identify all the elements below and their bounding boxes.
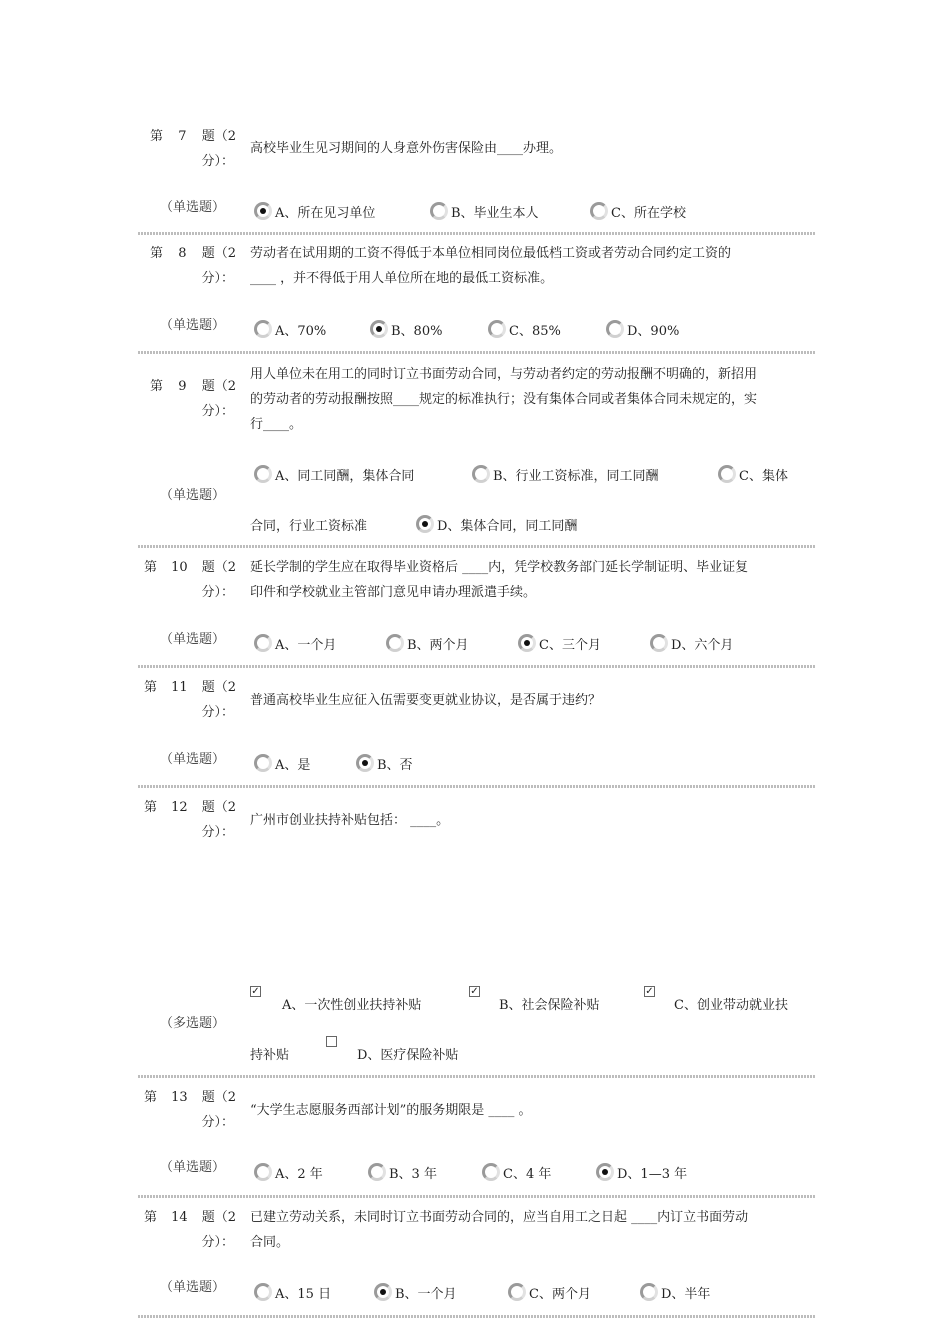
option-c[interactable] bbox=[482, 1159, 551, 1185]
option-c[interactable] bbox=[518, 630, 601, 656]
option-label: A、2 年 bbox=[275, 1166, 323, 1182]
question-type: （单选题） bbox=[160, 488, 226, 503]
option-label: A、是 bbox=[275, 757, 311, 773]
q-suffix: 题（2 bbox=[201, 246, 236, 261]
radio-button[interactable] bbox=[254, 634, 272, 652]
question-text-line: 劳动者在试用期的工资不得低于本单位相同岗位最低档工资或者劳动合同约定工资的 bbox=[250, 246, 732, 261]
radio-button[interactable] bbox=[374, 1283, 392, 1301]
option-c-continued bbox=[250, 511, 367, 537]
radio-button[interactable] bbox=[254, 1283, 272, 1301]
q-number: 12 bbox=[171, 800, 188, 815]
q-prefix: 第 bbox=[150, 246, 164, 261]
option-d[interactable] bbox=[650, 630, 733, 656]
question-text bbox=[250, 688, 816, 713]
q-prefix: 第 bbox=[150, 379, 164, 394]
option-label: D、集体合同，同工同酬 bbox=[437, 518, 578, 534]
q-suffix: 题（2 bbox=[201, 1090, 236, 1105]
question-text bbox=[250, 1098, 816, 1123]
radio-button[interactable] bbox=[518, 634, 536, 652]
q-score: 分）： bbox=[201, 705, 234, 720]
q-score: 分）： bbox=[201, 1115, 234, 1130]
question-header bbox=[138, 241, 240, 291]
option-b[interactable] bbox=[472, 461, 659, 487]
option-label: A、一次性创业扶持补贴 bbox=[282, 997, 422, 1013]
option-a[interactable] bbox=[254, 630, 336, 656]
option-b[interactable] bbox=[430, 198, 539, 224]
separator bbox=[138, 351, 816, 354]
question-header bbox=[138, 675, 240, 725]
option-d[interactable] bbox=[640, 1279, 710, 1305]
q-prefix: 第 bbox=[150, 129, 164, 144]
option-label: 持补贴 bbox=[250, 1047, 290, 1063]
option-label: B、80% bbox=[391, 323, 443, 339]
radio-button[interactable] bbox=[370, 320, 388, 338]
checkbox-c[interactable]: ✓ bbox=[645, 986, 654, 997]
separator bbox=[138, 785, 816, 788]
question-header bbox=[138, 374, 240, 424]
option-b[interactable] bbox=[386, 630, 469, 656]
question-text bbox=[250, 362, 816, 437]
option-label: C、集体 bbox=[739, 468, 788, 484]
q-suffix: 题（2 bbox=[201, 800, 236, 815]
separator bbox=[138, 545, 816, 548]
option-label: C、所在学校 bbox=[611, 205, 686, 221]
question-text-line: 用人单位未在用工的同时订立书面劳动合同，与劳动者约定的劳动报酬不明确的，新招用 bbox=[250, 367, 758, 382]
option-b[interactable] bbox=[356, 750, 413, 776]
radio-button[interactable] bbox=[488, 320, 506, 338]
option-label: C、三个月 bbox=[539, 637, 601, 653]
q-number: 11 bbox=[171, 680, 188, 695]
option-label: B、毕业生本人 bbox=[451, 205, 539, 221]
q-suffix: 题（2 bbox=[201, 379, 236, 394]
question-text-line: 行____。 bbox=[250, 417, 303, 432]
checkbox-d[interactable] bbox=[326, 1036, 337, 1047]
separator bbox=[138, 1075, 816, 1078]
option-a[interactable] bbox=[254, 1279, 331, 1305]
option-label: B、一个月 bbox=[395, 1286, 457, 1302]
option-label: C、4 年 bbox=[503, 1166, 552, 1182]
radio-button[interactable] bbox=[650, 634, 668, 652]
option-label: B、两个月 bbox=[407, 637, 469, 653]
separator bbox=[138, 665, 816, 668]
option-b[interactable] bbox=[368, 1159, 437, 1185]
question-type: （单选题） bbox=[160, 200, 226, 215]
question-header bbox=[138, 1205, 240, 1255]
q-number: 10 bbox=[171, 560, 188, 575]
radio-button[interactable] bbox=[640, 1283, 658, 1301]
question-header bbox=[138, 1085, 240, 1135]
option-a[interactable] bbox=[254, 461, 414, 487]
q-score: 分）： bbox=[201, 404, 234, 419]
question-type: （单选题） bbox=[160, 1280, 226, 1295]
radio-button[interactable] bbox=[606, 320, 624, 338]
question-header bbox=[138, 555, 240, 605]
option-label: A、70% bbox=[275, 323, 327, 339]
option-label: B、社会保险补贴 bbox=[499, 997, 600, 1013]
radio-button[interactable] bbox=[508, 1283, 526, 1301]
q-score: 分）： bbox=[201, 825, 234, 840]
option-d[interactable] bbox=[357, 1040, 458, 1066]
question-text-line: 广州市创业扶持补贴包括： ____。 bbox=[250, 813, 450, 828]
question-text-line: 高校毕业生见习期间的人身意外伤害保险由____办理。 bbox=[250, 141, 563, 156]
q-prefix: 第 bbox=[144, 800, 158, 815]
option-c[interactable] bbox=[590, 198, 686, 224]
option-label: D、90% bbox=[627, 323, 680, 339]
option-d[interactable] bbox=[416, 511, 577, 537]
q-prefix: 第 bbox=[144, 1210, 158, 1225]
radio-button[interactable] bbox=[356, 754, 374, 772]
option-a[interactable] bbox=[282, 990, 421, 1016]
option-label: A、同工同酬，集体合同 bbox=[275, 468, 415, 484]
q-prefix: 第 bbox=[144, 1090, 158, 1105]
option-c[interactable] bbox=[508, 1279, 591, 1305]
option-d[interactable] bbox=[596, 1159, 687, 1185]
q-number: 7 bbox=[178, 129, 187, 144]
radio-button[interactable] bbox=[254, 465, 272, 483]
question-text-line: 的劳动者的劳动报酬按照____规定的标准执行；没有集体合同或者集体合同未规定的，实 bbox=[250, 392, 758, 407]
option-c-continued bbox=[250, 1040, 289, 1066]
option-c[interactable] bbox=[674, 990, 788, 1016]
question-text-line: 延长学制的学生应在取得毕业资格后 ____内，凭学校教务部门延长学制证明、毕业证复 bbox=[250, 560, 749, 575]
option-label: B、行业工资标准，同工同酬 bbox=[493, 468, 659, 484]
option-label: C、两个月 bbox=[529, 1286, 591, 1302]
option-a[interactable] bbox=[254, 750, 310, 776]
option-label: B、3 年 bbox=[389, 1166, 437, 1182]
radio-button[interactable] bbox=[254, 1163, 272, 1181]
option-d[interactable] bbox=[606, 316, 679, 342]
question-text-line: “大学生志愿服务西部计划”的服务期限是 ____ 。 bbox=[250, 1103, 532, 1118]
question-text-line: ____ ，并不得低于用人单位所在地的最低工资标准。 bbox=[250, 271, 554, 286]
question-text bbox=[250, 241, 816, 291]
option-label: D、医疗保险补贴 bbox=[357, 1047, 459, 1063]
question-type: （多选题） bbox=[160, 1016, 226, 1031]
option-b[interactable] bbox=[499, 990, 600, 1016]
checkbox-a[interactable]: ✓ bbox=[251, 986, 260, 997]
q-number: 8 bbox=[178, 246, 187, 261]
separator bbox=[138, 232, 816, 235]
q-score: 分）： bbox=[201, 585, 234, 600]
option-c[interactable] bbox=[718, 461, 788, 487]
option-a[interactable] bbox=[254, 316, 326, 342]
q-suffix: 题（2 bbox=[201, 560, 236, 575]
q-suffix: 题（2 bbox=[201, 129, 236, 144]
option-label: 合同，行业工资标准 bbox=[250, 518, 368, 534]
checkbox-b[interactable]: ✓ bbox=[470, 986, 479, 997]
radio-button[interactable] bbox=[368, 1163, 386, 1181]
radio-button[interactable] bbox=[254, 320, 272, 338]
radio-button[interactable] bbox=[254, 202, 272, 220]
radio-button[interactable] bbox=[254, 754, 272, 772]
option-label: C、85% bbox=[509, 323, 561, 339]
option-label: D、六个月 bbox=[671, 637, 734, 653]
question-text-line: 合同。 bbox=[250, 1235, 290, 1250]
question-text-line: 普通高校毕业生应征入伍需要变更就业协议，是否属于违约？ bbox=[250, 693, 602, 708]
radio-button[interactable] bbox=[482, 1163, 500, 1181]
option-label: A、一个月 bbox=[275, 637, 337, 653]
option-c[interactable] bbox=[488, 316, 561, 342]
q-suffix: 题（2 bbox=[201, 680, 236, 695]
q-prefix: 第 bbox=[144, 680, 158, 695]
option-b[interactable] bbox=[374, 1279, 457, 1305]
q-prefix: 第 bbox=[144, 560, 158, 575]
option-a[interactable] bbox=[254, 198, 375, 224]
option-label: C、创业带动就业扶 bbox=[674, 997, 788, 1013]
question-type: （单选题） bbox=[160, 632, 226, 647]
option-label: A、所在见习单位 bbox=[275, 205, 376, 221]
q-number: 9 bbox=[178, 379, 187, 394]
option-a[interactable] bbox=[254, 1159, 323, 1185]
separator bbox=[138, 1195, 816, 1198]
option-b[interactable] bbox=[370, 316, 442, 342]
q-number: 14 bbox=[171, 1210, 188, 1225]
question-text bbox=[250, 808, 816, 833]
option-label: D、1—3 年 bbox=[617, 1166, 688, 1182]
question-type: （单选题） bbox=[160, 318, 226, 333]
radio-button[interactable] bbox=[386, 634, 404, 652]
radio-button[interactable] bbox=[718, 465, 736, 483]
radio-button[interactable] bbox=[590, 202, 608, 220]
question-type: （单选题） bbox=[160, 1160, 226, 1175]
radio-button[interactable] bbox=[472, 465, 490, 483]
question-header bbox=[138, 795, 240, 845]
q-score: 分）： bbox=[201, 154, 234, 169]
option-label: A、15 日 bbox=[275, 1286, 332, 1302]
q-suffix: 题（2 bbox=[201, 1210, 236, 1225]
question-text bbox=[250, 555, 816, 605]
radio-button[interactable] bbox=[596, 1163, 614, 1181]
question-text bbox=[250, 136, 816, 161]
question-text-line: 已建立劳动关系，未同时订立书面劳动合同的，应当自用工之日起 ____内订立书面劳动 bbox=[250, 1210, 749, 1225]
q-number: 13 bbox=[171, 1090, 188, 1105]
question-text bbox=[250, 1205, 816, 1255]
option-label: B、否 bbox=[377, 757, 413, 773]
option-label: D、半年 bbox=[661, 1286, 711, 1302]
radio-button[interactable] bbox=[430, 202, 448, 220]
question-text-line: 印件和学校就业主管部门意见申请办理派遣手续。 bbox=[250, 585, 537, 600]
q-score: 分）： bbox=[201, 1235, 234, 1250]
separator bbox=[138, 1315, 816, 1318]
radio-button[interactable] bbox=[416, 515, 434, 533]
question-type: （单选题） bbox=[160, 752, 226, 767]
question-header bbox=[138, 124, 240, 174]
q-score: 分）： bbox=[201, 271, 234, 286]
